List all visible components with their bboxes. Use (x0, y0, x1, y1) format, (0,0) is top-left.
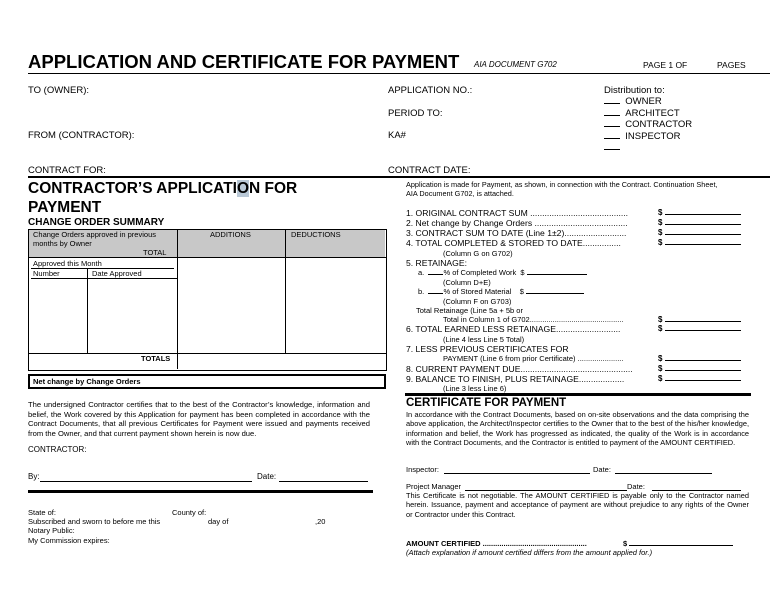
totals-rule (28, 353, 386, 354)
distribution-item-blank[interactable] (604, 142, 692, 154)
contractor-certification-text: The undersigned Contractor certifies that to the best of the Contractor’s knowledge, information and belief, the Work covered by this Application for payment has been completed in accordance with the Contract Documents, that all previous Certificates for Payment were issued and payments received from the Owner, and that current payment shown herein is now due. (28, 400, 370, 438)
certificate-notice: This Certificate is not negotiable. The AMOUNT CERTIFIED is payable only to the Contractor named herein. Issuance, payment and acceptance of payment are without prejudice to any rights of the Owner or Contractor under this Contract. (406, 491, 749, 519)
distribution-list (604, 96, 692, 154)
subheader-rule (31, 278, 177, 279)
ka-number-label: KA# (388, 130, 406, 141)
notary-public-label: Notary Public: (28, 526, 75, 535)
application-intro: Application is made for Payment, as shown, in connection with the Contract. Continuation Sheet, AIA Document G702, is attached. (406, 180, 718, 198)
line-5b-note: (Column F on G703) (443, 297, 512, 306)
contractor-application-title-line2: PAYMENT (28, 199, 102, 216)
title-rule (28, 73, 770, 74)
inspector-label: Inspector: (406, 465, 439, 474)
number-col-divider (87, 268, 88, 353)
net-change-box (28, 374, 386, 389)
by-signature-line[interactable] (40, 481, 252, 482)
line-6-amount[interactable]: $ (658, 324, 741, 333)
by-label: By: (28, 472, 40, 481)
inspector-date-line[interactable] (615, 473, 712, 474)
table-header-rule (28, 257, 386, 258)
line-5b-percent-field[interactable] (428, 293, 443, 294)
line-3-amount[interactable]: $ (658, 228, 741, 237)
line-9-note: (Line 3 less Line 6) (443, 384, 507, 393)
line-5a-note: (Column D+E) (443, 278, 491, 287)
document-title: APPLICATION AND CERTIFICATE FOR PAYMENT (28, 51, 460, 72)
line-5a: a. % of Completed Work $ (418, 268, 587, 277)
total-retainage-amount[interactable]: $ (658, 315, 741, 324)
to-owner-label: TO (OWNER): (28, 85, 90, 96)
certificate-title: CERTIFICATE FOR PAYMENT (406, 397, 567, 409)
line-5b-amount-field[interactable] (526, 293, 584, 294)
project-manager-label: Project Manager (406, 482, 462, 491)
inspector-signature-line[interactable] (444, 473, 590, 474)
year-label: ,20 (315, 517, 326, 526)
by-date-label: Date: (257, 472, 277, 481)
by-date-line[interactable] (279, 481, 368, 482)
distribution-item-inspector[interactable]: INSPECTOR (604, 131, 692, 143)
distribution-label: Distribution to: (604, 85, 665, 96)
from-contractor-label: FROM (CONTRACTOR): (28, 130, 135, 141)
line-6-total-earned: 6. TOTAL EARNED LESS RETAINAGE........................... (406, 324, 621, 334)
prev-change-orders-label: Change Orders approved in previous months by Owner (33, 230, 156, 248)
approved-this-month-label: Approved this Month (33, 259, 102, 268)
line-4-amount[interactable]: $ (658, 238, 741, 247)
line-3-contract-sum-to-date: 3. CONTRACT SUM TO DATE (Line 1±2).......................... (406, 228, 627, 238)
number-header: Number (33, 269, 60, 278)
certificate-rule (405, 393, 751, 396)
certificate-body: In accordance with the Contract Documents, based on on-site observations and the data comprising the above application, the Architect/Inspector certifies to the Owner that to the best of the his/her knowledge, information and belief, the Work has progressed as indicated, the quality of the Work is in accordance with the Contract Documents, and the Contractor is entitled to payment of the AMOUNT CERTIFIED. (406, 410, 749, 448)
line-9-amount[interactable]: $ (658, 374, 741, 383)
document-id: AIA DOCUMENT G702 (474, 60, 557, 69)
application-no-label: APPLICATION NO.: (388, 85, 473, 96)
net-change-label: Net change by Change Orders (33, 377, 141, 386)
pages-label: PAGES (717, 60, 746, 70)
line-5a-percent-field[interactable] (428, 274, 443, 275)
commission-expires-label: My Commission expires: (28, 536, 110, 545)
page-label: PAGE 1 OF (643, 60, 688, 70)
distribution-item-contractor[interactable]: CONTRACTOR (604, 119, 692, 131)
distribution-item-owner[interactable]: OWNER (604, 96, 692, 108)
col-divider-2 (285, 229, 286, 353)
inspector-date-label: Date: (593, 465, 611, 474)
distribution-item-architect[interactable]: ARCHITECT (604, 108, 692, 120)
contractor-label: CONTRACTOR: (28, 445, 87, 454)
line-5b: b. % of Stored Material $ (418, 287, 584, 296)
change-order-summary-title: CHANGE ORDER SUMMARY (28, 217, 165, 228)
line-8-current-payment-due: 8. CURRENT PAYMENT DUE............................................... (406, 364, 633, 374)
day-of-label: day of (208, 517, 229, 526)
period-to-label: PERIOD TO: (388, 108, 443, 119)
section-rule (28, 176, 770, 178)
line-9-balance-to-finish: 9. BALANCE TO FINISH, PLUS RETAINAGE................... (406, 374, 625, 384)
amount-certified-label: AMOUNT CERTIFIED .................................................. (406, 539, 587, 548)
line-4-note: (Column G on G702) (443, 249, 513, 258)
date-approved-header: Date Approved (92, 269, 142, 278)
notary-rule (28, 490, 373, 493)
line-7-amount[interactable]: $ (658, 354, 741, 363)
line-6-note: (Line 4 less Line 5 Total) (443, 335, 525, 344)
line-1-original-contract-sum: 1. ORIGINAL CONTRACT SUM ......................................... (406, 208, 629, 218)
line-8-amount[interactable]: $ (658, 364, 741, 373)
total-label: TOTAL (143, 248, 167, 257)
line-5a-amount-field[interactable] (527, 274, 587, 275)
line-7-note: PAYMENT (Line 6 from prior Certificate) ...................... (443, 354, 624, 363)
contract-for-label: CONTRACT FOR: (28, 165, 106, 176)
attach-explanation-note: (Attach explanation if amount certified differs from the amount applied for.) (406, 548, 653, 557)
deductions-header: DEDUCTIONS (291, 230, 341, 239)
line-2-amount[interactable]: $ (658, 218, 741, 227)
line-4-total-completed: 4. TOTAL COMPLETED & STORED TO DATE................ (406, 238, 621, 248)
subscribed-label: Subscribed and sworn to before me this (28, 517, 161, 526)
state-of-label: State of: (28, 508, 56, 517)
totals-label: TOTALS (141, 354, 171, 363)
contract-date-label: CONTRACT DATE: (388, 165, 471, 176)
total-retainage-label-2: Total in Column 1 of G702............................................. (443, 315, 624, 324)
additions-header: ADDITIONS (210, 230, 251, 239)
project-manager-date-label: Date: (627, 482, 645, 491)
contractor-application-title: CONTRACTOR’S APPLICATION FOR (28, 180, 298, 197)
total-retainage-label: Total Retainage (Line 5a + 5b or (416, 306, 523, 315)
line-2-net-change: 2. Net change by Change Orders ....................................... (406, 218, 628, 228)
col-divider-1 (177, 229, 178, 369)
amount-certified-field[interactable]: $ (623, 539, 733, 548)
line-1-amount[interactable]: $ (658, 208, 741, 217)
line-7-less-previous: 7. LESS PREVIOUS CERTIFICATES FOR (406, 344, 569, 354)
line-5-retainage: 5. RETAINAGE: (406, 258, 467, 268)
county-of-label: County of: (172, 508, 207, 517)
